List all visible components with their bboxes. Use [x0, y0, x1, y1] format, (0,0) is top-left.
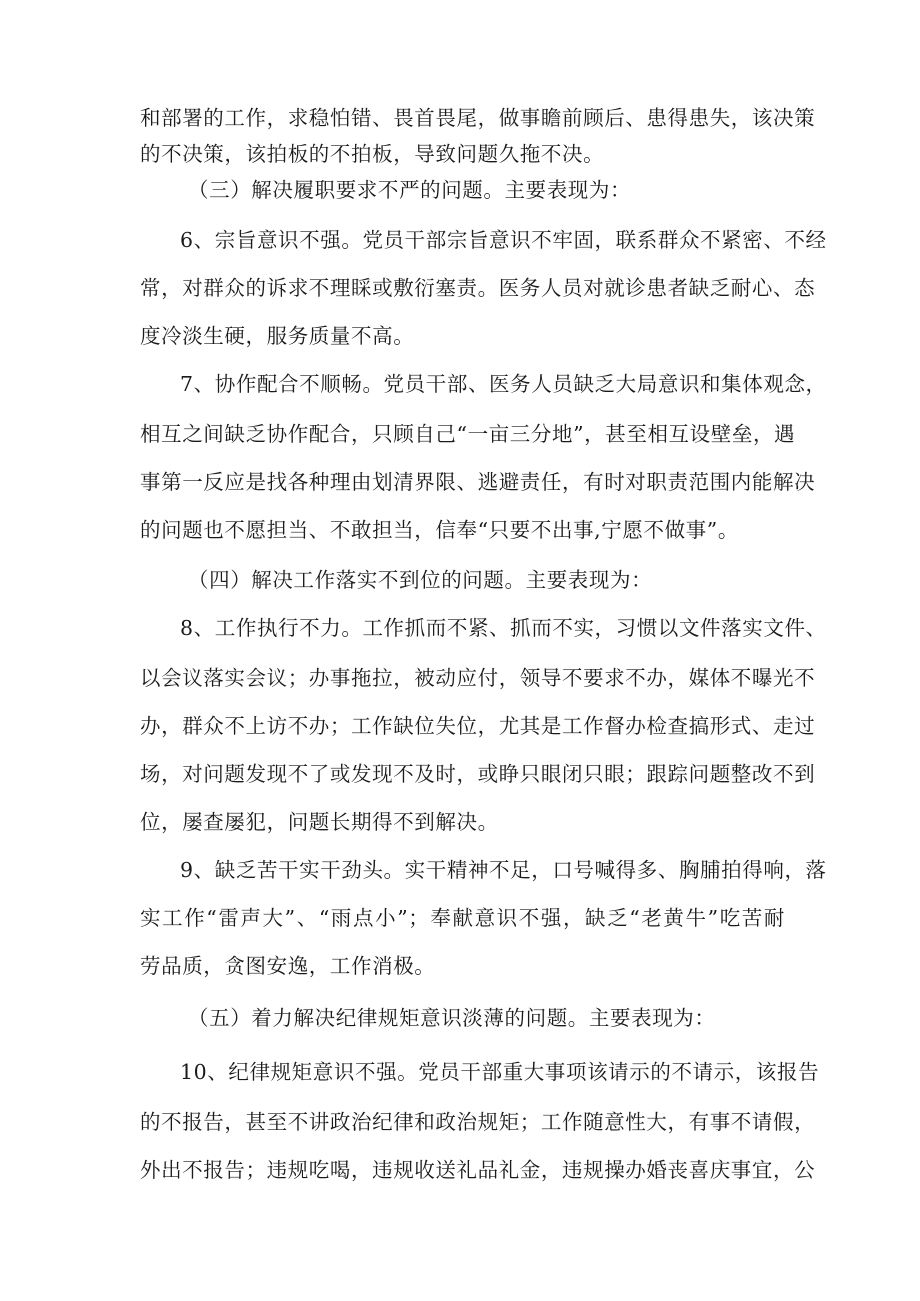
text-line: 位，屡查屡犯，问题长期得不到解决。 — [140, 810, 499, 834]
text-line: 和部署的工作，求稳怕错、畏首畏尾，做事瞻前顾后、患得患失，该决策 — [140, 106, 816, 130]
text-line: 办，群众不上访不办；工作缺位失位，尤其是工作督办检查搞形式、走过 — [140, 714, 816, 738]
text-line: 的不决策，该拍板的不拍板，导致问题久拖不决。 — [140, 142, 605, 166]
text-line: 以会议落实会议；办事拖拉，被动应付，领导不要求不办，媒体不曝光不 — [140, 666, 816, 690]
text-line: 7、协作配合不顺畅。党员干部、医务人员缺乏大局意识和集体观念， — [180, 372, 827, 396]
text-line: 的不报告，甚至不讲政治纪律和政治规矩；工作随意性大，有事不请假， — [140, 1110, 816, 1134]
text-line: 6、宗旨意识不强。党员干部宗旨意识不牢固，联系群众不紧密、不经 — [180, 228, 827, 252]
text-line: 事第一反应是找各种理由划清界限、逃避责任，有时对职责范围内能解决 — [140, 470, 816, 494]
text-line: 相互之间缺乏协作配合，只顾自己“一亩三分地”，甚至相互设壁垒，遇 — [140, 422, 796, 446]
text-line: 的问题也不愿担当、不敢担当，信奉“只要不出事,宁愿不做事”。 — [140, 518, 739, 542]
text-line: 常，对群众的诉求不理睬或敷衍塞责。医务人员对就诊患者缺乏耐心、态 — [140, 276, 816, 300]
text-line: 9、缺乏苦干实干劲头。实干精神不足，口号喊得多、胸脯拍得响，落 — [180, 858, 827, 882]
text-line: 8、工作执行不力。工作抓而不紧、抓而不实，习惯以文件落实文件、 — [180, 616, 827, 640]
text-line: 场，对问题发现不了或发现不及时，或睁只眼闭只眼；跟踪问题整改不到 — [140, 762, 816, 786]
section-heading: （五）着力解决纪律规矩意识淡薄的问题。主要表现为： — [188, 1006, 716, 1030]
section-heading: （四）解决工作落实不到位的问题。主要表现为： — [188, 568, 653, 592]
text-line: 实工作“雷声大”、“雨点小”；奉献意识不强，缺乏“老黄牛”吃苦耐 — [140, 906, 785, 930]
text-line: 度冷淡生硬，服务质量不高。 — [140, 324, 415, 348]
text-line: 外出不报告；违规吃喝，违规收送礼品礼金，违规操办婚丧喜庆事宜，公 — [140, 1158, 816, 1182]
text-line: 10、纪律规矩意识不强。党员干部重大事项该请示的不请示，该报告 — [180, 1060, 820, 1084]
text-line: 劳品质，贪图安逸，工作消极。 — [140, 954, 436, 978]
section-heading: （三）解决履职要求不严的问题。主要表现为： — [188, 178, 632, 202]
